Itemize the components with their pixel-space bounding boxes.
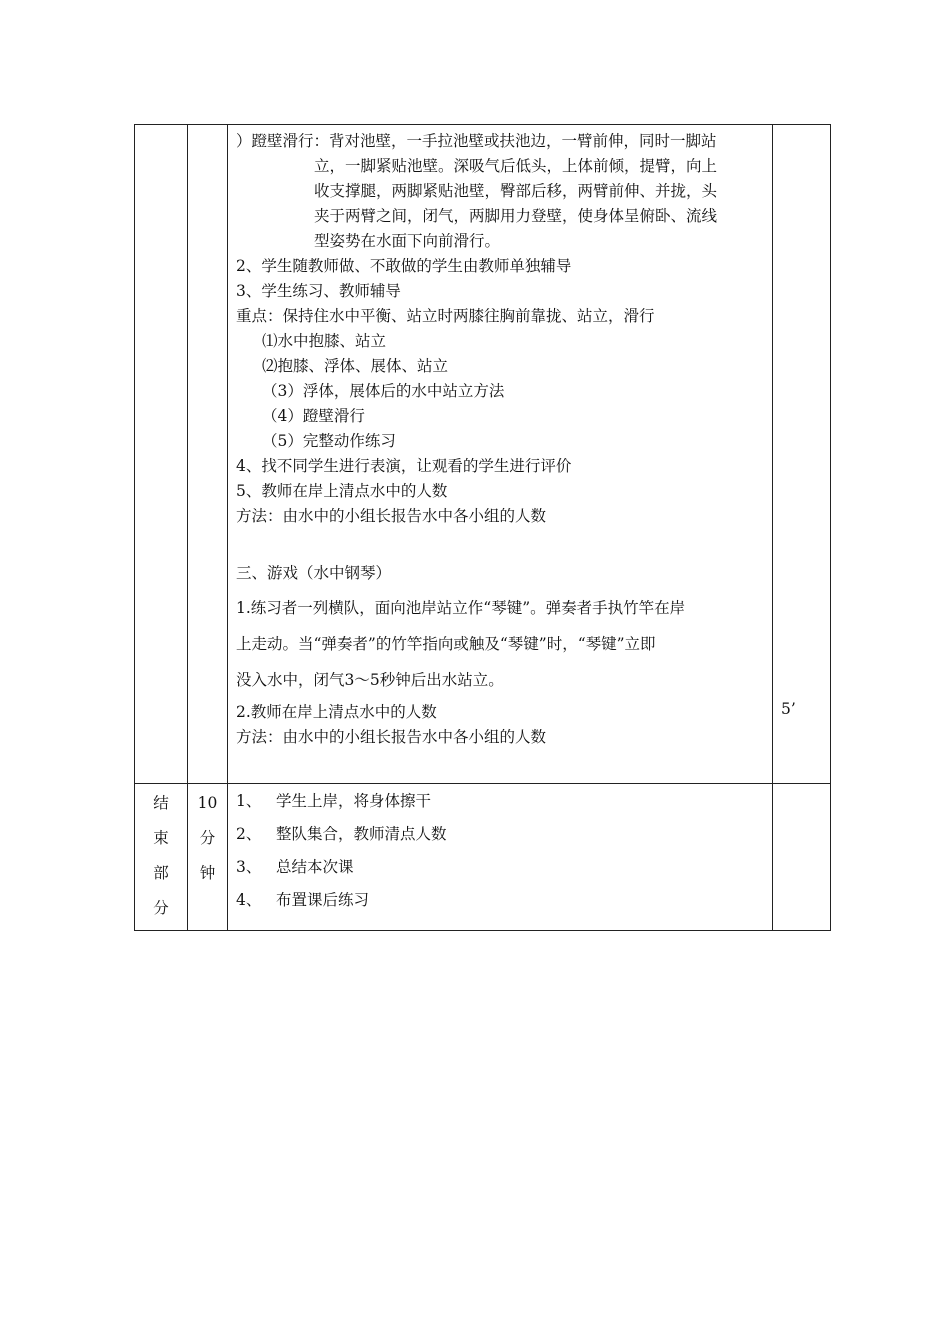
game-line: 没入水中，闭气3～5秒钟后出水站立。 [236, 671, 504, 689]
item-text: 总结本次课 [276, 858, 354, 876]
label-char: 束 [153, 829, 169, 847]
glide-line: 立，一脚紧贴池壁。深吸气后低头，上体前倾，提臂，向上 [314, 157, 718, 175]
section-label-cell [135, 125, 188, 784]
section-label-cell [135, 784, 188, 931]
game-step-2: 2.教师在岸上清点水中的人数 [236, 703, 437, 721]
glide-line: 收支撑腿，两脚紧贴池壁，臀部后移，两臂前伸、并拢，头 [314, 182, 718, 200]
item-number: 4、 [236, 891, 262, 909]
sub-item: （4）蹬壁滑行 [262, 407, 365, 425]
item-number: 2、 [236, 825, 262, 843]
content-cell [228, 125, 773, 784]
list-item [236, 818, 764, 851]
step-4: 4、找不同学生进行表演，让观看的学生进行评价 [236, 457, 572, 475]
sub-item: ⑴水中抱膝、站立 [262, 332, 387, 350]
lesson-plan-table [134, 124, 831, 931]
game-time: 5’ [781, 700, 796, 718]
label-char: 分 [153, 899, 169, 917]
glide-line: ）蹬壁滑行：背对池壁，一手拉池壁或扶池边，一臂前伸，同时一脚站 [236, 132, 717, 150]
step-3: 3、学生练习、教师辅导 [236, 282, 401, 300]
step-2: 2、学生随教师做、不敢做的学生由教师单独辅导 [236, 257, 572, 275]
game-line: 1.练习者一列横队，面向池岸站立作“琴键”。弹奏者手执竹竿在岸 [236, 599, 686, 617]
duration-char: 10 [197, 794, 218, 812]
game-line: 上走动。当“弹奏者”的竹竿指向或触及“琴键”时，“琴键”立即 [236, 635, 656, 653]
sub-item: ⑵抱膝、浮体、展体、站立 [262, 357, 449, 375]
item-text: 布置课后练习 [276, 891, 370, 909]
sub-item: （3）浮体，展体后的水中站立方法 [262, 382, 505, 400]
list-item [236, 884, 764, 917]
glide-line: 夹于两臂之间，闭气，两脚用力登壁，使身体呈俯卧、流线 [314, 207, 718, 225]
item-number: 3、 [236, 858, 262, 876]
step-5: 5、教师在岸上清点水中的人数 [236, 482, 448, 500]
duration-char: 分 [199, 829, 216, 847]
method-text: 方法：由水中的小组长报告水中各小组的人数 [236, 728, 547, 746]
list-item [236, 785, 764, 818]
duration-char: 钟 [199, 864, 216, 882]
item-number: 1、 [236, 792, 262, 810]
time-cell [773, 125, 831, 784]
game-title: 三、游戏（水中钢琴） [236, 564, 392, 582]
content-cell [228, 784, 773, 931]
list-item [236, 851, 764, 884]
glide-line: 型姿势在水面下向前滑行。 [314, 232, 501, 250]
label-char: 部 [153, 864, 169, 882]
label-char: 结 [153, 794, 169, 812]
item-text: 学生上岸，将身体擦干 [276, 792, 432, 810]
time-cell [773, 784, 831, 931]
table-row [135, 784, 831, 931]
duration-cell [188, 784, 228, 931]
item-text: 整队集合，教师清点人数 [276, 825, 447, 843]
method-text: 方法：由水中的小组长报告水中各小组的人数 [236, 507, 547, 525]
table-row [135, 125, 831, 784]
duration-cell [188, 125, 228, 784]
sub-item: （5）完整动作练习 [262, 432, 396, 450]
key-point: 重点：保持住水中平衡、站立时两膝往胸前靠拢、站立，滑行 [236, 307, 655, 325]
